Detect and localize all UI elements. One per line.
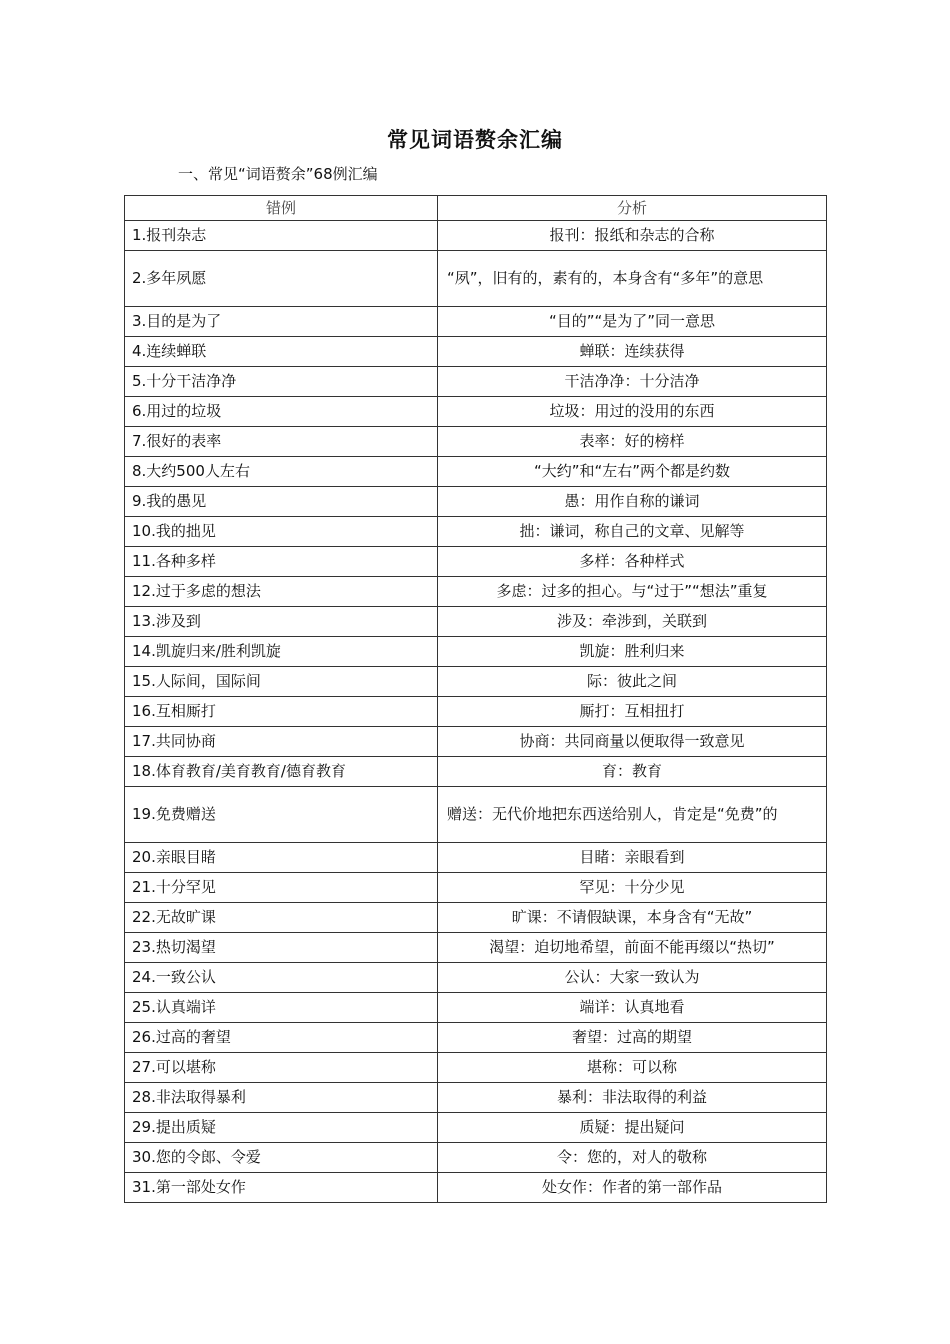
table-row bbox=[125, 367, 827, 397]
header-example: 错例 bbox=[125, 196, 438, 221]
example-cell: 30.您的令郎、令爱 bbox=[125, 1143, 438, 1173]
analysis-cell: 协商：共同商量以便取得一致意见 bbox=[438, 727, 827, 757]
analysis-cell: 涉及：牵涉到，关联到 bbox=[438, 607, 827, 637]
example-cell: 6.用过的垃圾 bbox=[125, 397, 438, 427]
example-cell: 17.共同协商 bbox=[125, 727, 438, 757]
example-cell: 15.人际间，国际间 bbox=[125, 667, 438, 697]
analysis-cell: 处女作：作者的第一部作品 bbox=[438, 1173, 827, 1203]
table-row bbox=[125, 577, 827, 607]
example-cell: 24.一致公认 bbox=[125, 963, 438, 993]
example-cell: 11.各种多样 bbox=[125, 547, 438, 577]
example-cell: 29.提出质疑 bbox=[125, 1113, 438, 1143]
analysis-cell: 多虑：过多的担心。与“过于”“想法”重复 bbox=[438, 577, 827, 607]
table-row bbox=[125, 307, 827, 337]
analysis-cell: 赠送：无代价地把东西送给别人，肯定是“免费”的 bbox=[438, 787, 827, 843]
table-row bbox=[125, 427, 827, 457]
example-cell: 21.十分罕见 bbox=[125, 873, 438, 903]
example-cell: 19.免费赠送 bbox=[125, 787, 438, 843]
example-cell: 23.热切渴望 bbox=[125, 933, 438, 963]
table-row bbox=[125, 221, 827, 251]
table-row bbox=[125, 607, 827, 637]
table-row bbox=[125, 1113, 827, 1143]
table-row bbox=[125, 1083, 827, 1113]
analysis-cell: “目的”“是为了”同一意思 bbox=[438, 307, 827, 337]
example-cell: 12.过于多虑的想法 bbox=[125, 577, 438, 607]
example-cell: 28.非法取得暴利 bbox=[125, 1083, 438, 1113]
analysis-cell: 厮打：互相扭打 bbox=[438, 697, 827, 727]
analysis-cell: 奢望：过高的期望 bbox=[438, 1023, 827, 1053]
analysis-cell: 渴望：迫切地希望，前面不能再缀以“热切” bbox=[438, 933, 827, 963]
analysis-cell: 际：彼此之间 bbox=[438, 667, 827, 697]
analysis-cell: 愚：用作自称的谦词 bbox=[438, 487, 827, 517]
example-cell: 4.连续蝉联 bbox=[125, 337, 438, 367]
table-header-row bbox=[125, 196, 827, 221]
example-cell: 2.多年夙愿 bbox=[125, 251, 438, 307]
analysis-cell: 凯旋：胜利归来 bbox=[438, 637, 827, 667]
analysis-cell: 表率：好的榜样 bbox=[438, 427, 827, 457]
table-row bbox=[125, 637, 827, 667]
analysis-cell: 垃圾：用过的没用的东西 bbox=[438, 397, 827, 427]
table-row bbox=[125, 727, 827, 757]
analysis-cell: 拙：谦词，称自己的文章、见解等 bbox=[438, 517, 827, 547]
table-row bbox=[125, 757, 827, 787]
table-row bbox=[125, 251, 827, 307]
example-cell: 9.我的愚见 bbox=[125, 487, 438, 517]
analysis-cell: 暴利：非法取得的利益 bbox=[438, 1083, 827, 1113]
analysis-cell: 报刊：报纸和杂志的合称 bbox=[438, 221, 827, 251]
analysis-cell: 干洁净净：十分洁净 bbox=[438, 367, 827, 397]
example-cell: 1.报刊杂志 bbox=[125, 221, 438, 251]
table-row bbox=[125, 697, 827, 727]
table-row bbox=[125, 963, 827, 993]
example-cell: 7.很好的表率 bbox=[125, 427, 438, 457]
table-row bbox=[125, 667, 827, 697]
table-row bbox=[125, 337, 827, 367]
analysis-cell: 堪称：可以称 bbox=[438, 1053, 827, 1083]
table-row bbox=[125, 1173, 827, 1203]
example-cell: 18.体育教育/美育教育/德育教育 bbox=[125, 757, 438, 787]
analysis-cell: 育：教育 bbox=[438, 757, 827, 787]
analysis-cell: 令：您的，对人的敬称 bbox=[438, 1143, 827, 1173]
page-title: 常见词语赘余汇编 bbox=[387, 127, 563, 152]
table-row bbox=[125, 873, 827, 903]
table-row bbox=[125, 993, 827, 1023]
example-cell: 27.可以堪称 bbox=[125, 1053, 438, 1083]
example-cell: 31.第一部处女作 bbox=[125, 1173, 438, 1203]
analysis-cell: 蝉联：连续获得 bbox=[438, 337, 827, 367]
example-cell: 3.目的是为了 bbox=[125, 307, 438, 337]
example-cell: 8.大约500人左右 bbox=[125, 457, 438, 487]
table-row bbox=[125, 547, 827, 577]
example-cell: 10.我的拙见 bbox=[125, 517, 438, 547]
example-cell: 25.认真端详 bbox=[125, 993, 438, 1023]
analysis-cell: “大约”和“左右”两个都是约数 bbox=[438, 457, 827, 487]
table-row bbox=[125, 1023, 827, 1053]
analysis-cell: 罕见：十分少见 bbox=[438, 873, 827, 903]
table-row bbox=[125, 517, 827, 547]
analysis-cell: 多样：各种样式 bbox=[438, 547, 827, 577]
table-row bbox=[125, 903, 827, 933]
table-row bbox=[125, 457, 827, 487]
table-row bbox=[125, 933, 827, 963]
table-row bbox=[125, 843, 827, 873]
analysis-cell: “夙”，旧有的，素有的，本身含有“多年”的意思 bbox=[438, 251, 827, 307]
analysis-cell: 端详：认真地看 bbox=[438, 993, 827, 1023]
analysis-cell: 公认：大家一致认为 bbox=[438, 963, 827, 993]
header-analysis: 分析 bbox=[438, 196, 827, 221]
example-cell: 22.无故旷课 bbox=[125, 903, 438, 933]
table-row bbox=[125, 1143, 827, 1173]
analysis-cell: 旷课：不请假缺课，本身含有“无故” bbox=[438, 903, 827, 933]
redundancy-table bbox=[124, 195, 827, 1203]
analysis-cell: 质疑：提出疑问 bbox=[438, 1113, 827, 1143]
example-cell: 13.涉及到 bbox=[125, 607, 438, 637]
table-row bbox=[125, 1053, 827, 1083]
analysis-cell: 目睹：亲眼看到 bbox=[438, 843, 827, 873]
table-row bbox=[125, 487, 827, 517]
table-row bbox=[125, 397, 827, 427]
example-cell: 20.亲眼目睹 bbox=[125, 843, 438, 873]
table-row bbox=[125, 787, 827, 843]
example-cell: 5.十分干洁净净 bbox=[125, 367, 438, 397]
section-heading: 一、常见“词语赘余”68例汇编 bbox=[178, 165, 378, 183]
example-cell: 16.互相厮打 bbox=[125, 697, 438, 727]
table-body bbox=[125, 221, 827, 1203]
example-cell: 14.凯旋归来/胜利凯旋 bbox=[125, 637, 438, 667]
example-cell: 26.过高的奢望 bbox=[125, 1023, 438, 1053]
